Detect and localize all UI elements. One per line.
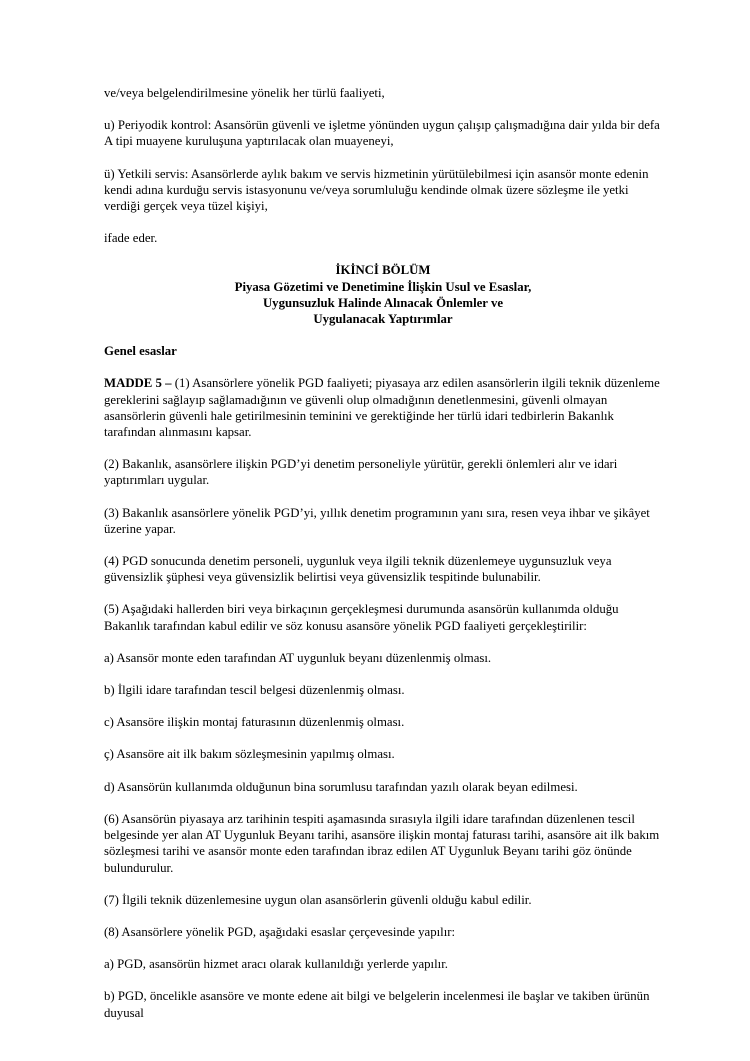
document-paragraph: (2) Bakanlık, asansörlere ilişkin PGD’yi denetim personeliyle yürütür, gerekli önlemleri alır ve idari yaptırımları uygular. [104, 457, 618, 488]
section-heading-line: Uygulanacak Yaptırımlar [313, 312, 453, 327]
document-paragraph: a) Asansör monte eden tarafından AT uygunluk beyanı düzenlenmiş olması. [104, 650, 492, 665]
document-paragraph: (4) PGD sonucunda denetim personeli, uygunluk veya ilgili teknik düzenlemeye uygunsuzluk veya güvensizlik şüphesi veya güvensizlik belirtisi veya güvensizlik tespitinde bulunabilir. [104, 554, 612, 585]
document-paragraph: (5) Aşağıdaki hallerden biri veya birkaçının gerçekleşmesi durumunda asansörün kullanımda olduğu Bakanlık tarafından kabul edilir ve söz konusu asansöre yönelik PGD faaliyeti gerçekleştirilir: [104, 602, 619, 633]
section-heading [104, 262, 662, 327]
document-paragraph: (8) Asansörlere yönelik PGD, aşağıdaki esaslar çerçevesinde yapılır: [104, 924, 456, 939]
document-paragraph: a) PGD, asansörün hizmet aracı olarak kullanıldığı yerlerde yapılır. [104, 957, 448, 972]
document-paragraph: (7) İlgili teknik düzenlemesine uygun olan asansörlerin güvenli olduğu kabul edilir. [104, 892, 532, 907]
section-heading-line: Piyasa Gözetimi ve Denetimine İlişkin Usul ve Esaslar, [234, 279, 532, 294]
document-paragraph [104, 375, 662, 440]
document-paragraph: c) Asansöre ilişkin montaj faturasının düzenlenmiş olması. [104, 715, 405, 730]
document-paragraph: ü) Yetkili servis: Asansörlerde aylık bakım ve servis hizmetinin yürütülebilmesi için asansör monte edenin kendi adına kurduğu servis istasyonunu ve/veya sorumluluğu kendinde olmak üzere sözleşme ile yetki verdiği gerçek veya tüzel kişiyi, [104, 166, 649, 214]
document-paragraph: ifade eder. [104, 231, 158, 246]
article-number-label: MADDE 5 – [104, 376, 175, 391]
document-paragraph: (3) Bakanlık asansörlere yönelik PGD’yi, yıllık denetim programının yanı sıra, resen veya ihbar ve şikâyet üzerine yapar. [104, 505, 650, 536]
document-paragraph: b) İlgili idare tarafından tescil belgesi düzenlenmiş olması. [104, 683, 405, 698]
document-paragraph: u) Periyodik kontrol: Asansörün güvenli ve işletme yönünden uygun çalışıp çalışmadığına dair yılda bir defa A tipi muayene kuruluşuna yaptırılacak olan muayeneyi, [104, 118, 660, 149]
document-paragraph: d) Asansörün kullanımda olduğunun bina sorumlusu tarafından yazılı olarak beyan edilmesi. [104, 779, 578, 794]
paragraph-text: (1) Asansörlere yönelik PGD faaliyeti; piyasaya arz edilen asansörlerin ilgili teknik düzenleme gereklerini sağlayıp sağlamadığının ve güvenli olup olmadığının denetlenmesini, güvenli olmayan asansörlerin güvenli hale getirilmesinin teminini ve gerektiğinde her türlü idari tedbirlerin Bakanlık tarafından alınmasını kapsar. [104, 376, 660, 440]
section-heading-line: Uygunsuzluk Halinde Alınacak Önlemler ve [262, 295, 504, 310]
document-paragraph: b) PGD, öncelikle asansöre ve monte edene ait bilgi ve belgelerin incelenmesi ile başlar ve takiben ürünün duyusal [104, 989, 650, 1020]
section-heading-line: İKİNCİ BÖLÜM [335, 263, 431, 278]
subsection-title: Genel esaslar [104, 344, 177, 359]
document-paragraph: ve/veya belgelendirilmesine yönelik her türlü faaliyeti, [104, 86, 385, 100]
document-paragraph: ç) Asansöre ait ilk bakım sözleşmesinin yapılmış olması. [104, 747, 395, 762]
document-paragraph: (6) Asansörün piyasaya arz tarihinin tespiti aşamasında sırasıyla ilgili idare tarafından düzenlenen tescil belgesinde yer alan AT Uygunluk Beyanı tarihi, asansöre ilişkin montaj faturası tarihi, asansöre ait ilk bakım sözleşmesi tarihi ve asansör monte eden tarafından ibraz edilen AT Uygunluk Beyanı tarihi göz önünde bulundurulur. [104, 811, 660, 875]
